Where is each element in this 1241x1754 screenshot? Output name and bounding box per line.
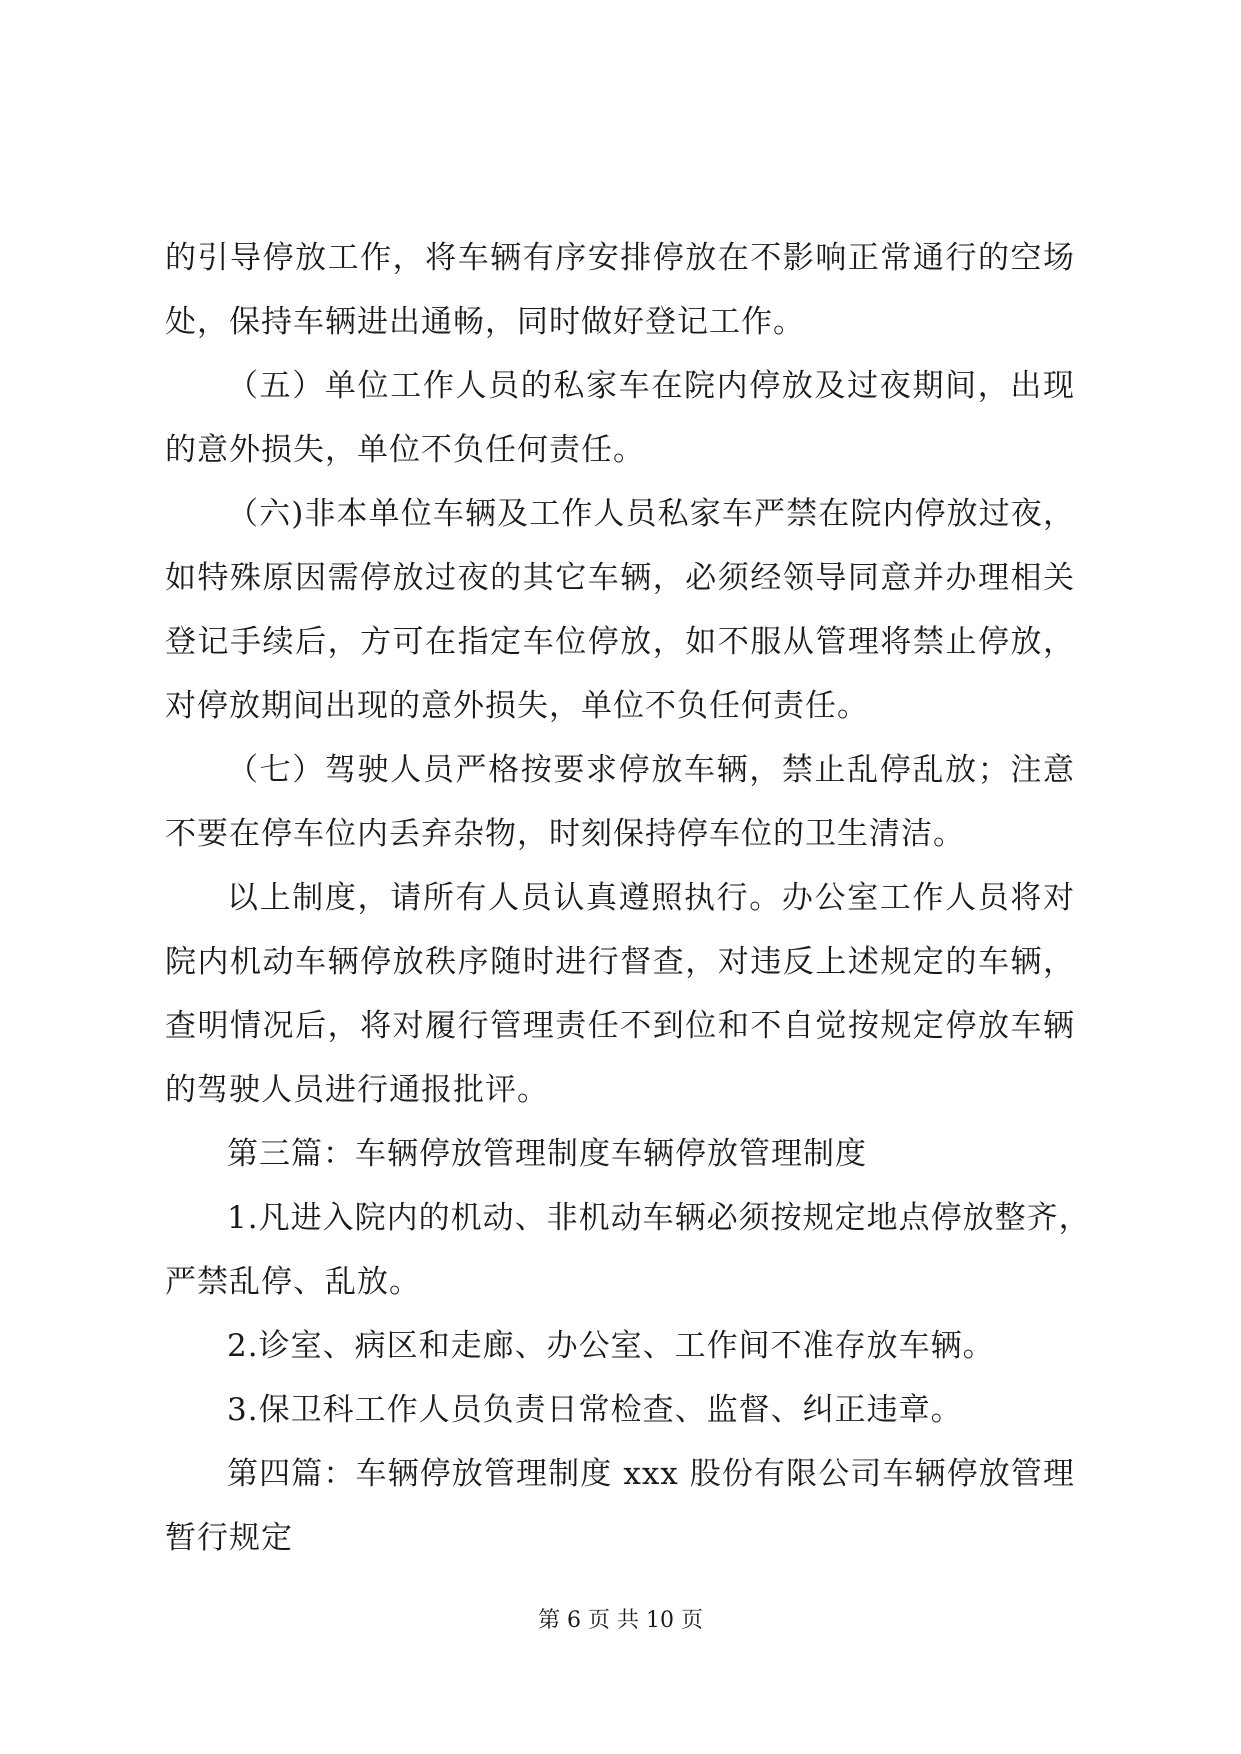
text-line: 暂行规定 bbox=[165, 1520, 293, 1556]
paragraph-item-6 bbox=[165, 482, 1075, 738]
paragraph-item-7 bbox=[165, 738, 1075, 866]
paragraph-conclusion bbox=[165, 866, 1075, 1122]
section-heading-3 bbox=[165, 1122, 1075, 1186]
text-line: 3.保卫科工作人员负责日常检查、监督、纠正违章。 bbox=[227, 1392, 963, 1428]
text-line: 2.诊室、病区和走廊、办公室、工作间不准存放车辆。 bbox=[227, 1328, 995, 1364]
text-line: （五）单位工作人员的私家车在院内停放及过夜期间，出现 bbox=[227, 368, 1075, 404]
text-line: （七）驾驶人员严格按要求停放车辆，禁止乱停乱放；注意 bbox=[227, 752, 1075, 788]
text-line: 的意外损失，单位不负任何责任。 bbox=[165, 432, 645, 468]
rule-item-3 bbox=[165, 1378, 1075, 1442]
text-line: 严禁乱停、乱放。 bbox=[165, 1264, 421, 1300]
text-line: 以上制度，请所有人员认真遵照执行。办公室工作人员将对 bbox=[227, 880, 1075, 916]
section-heading-4 bbox=[165, 1442, 1075, 1570]
page-footer: 第 6 页 共 10 页 bbox=[538, 1608, 703, 1633]
text-line: 第三篇：车辆停放管理制度车辆停放管理制度 bbox=[227, 1136, 867, 1172]
text-line: （六)非本单位车辆及工作人员私家车严禁在院内停放过夜， bbox=[227, 496, 1075, 532]
document-body bbox=[165, 226, 1091, 1570]
text-line: 1.凡进入院内的机动、非机动车辆必须按规定地点停放整齐， bbox=[227, 1200, 1091, 1236]
text-line: 处，保持车辆进出通畅，同时做好登记工作。 bbox=[165, 304, 805, 340]
text-line: 查明情况后，将对履行管理责任不到位和不自觉按规定停放车辆 bbox=[165, 1008, 1075, 1044]
text-line: 对停放期间出现的意外损失，单位不负任何责任。 bbox=[165, 688, 869, 724]
text-line: 如特殊原因需停放过夜的其它车辆，必须经领导同意并办理相关 bbox=[165, 560, 1075, 596]
text-line: 登记手续后，方可在指定车位停放，如不服从管理将禁止停放， bbox=[165, 624, 1075, 660]
text-line: 的驾驶人员进行通报批评。 bbox=[165, 1072, 549, 1108]
rule-item-1 bbox=[165, 1186, 1091, 1314]
text-line: 院内机动车辆停放秩序随时进行督查，对违反上述规定的车辆， bbox=[165, 944, 1075, 980]
paragraph-continuation bbox=[165, 226, 1075, 354]
rule-item-2 bbox=[165, 1314, 1075, 1378]
paragraph-item-5 bbox=[165, 354, 1075, 482]
text-line: 不要在停车位内丢弃杂物，时刻保持停车位的卫生清洁。 bbox=[165, 816, 965, 852]
text-line: 的引导停放工作，将车辆有序安排停放在不影响正常通行的空场 bbox=[165, 240, 1075, 276]
text-line: 第四篇：车辆停放管理制度 xxx 股份有限公司车辆停放管理 bbox=[227, 1456, 1075, 1492]
